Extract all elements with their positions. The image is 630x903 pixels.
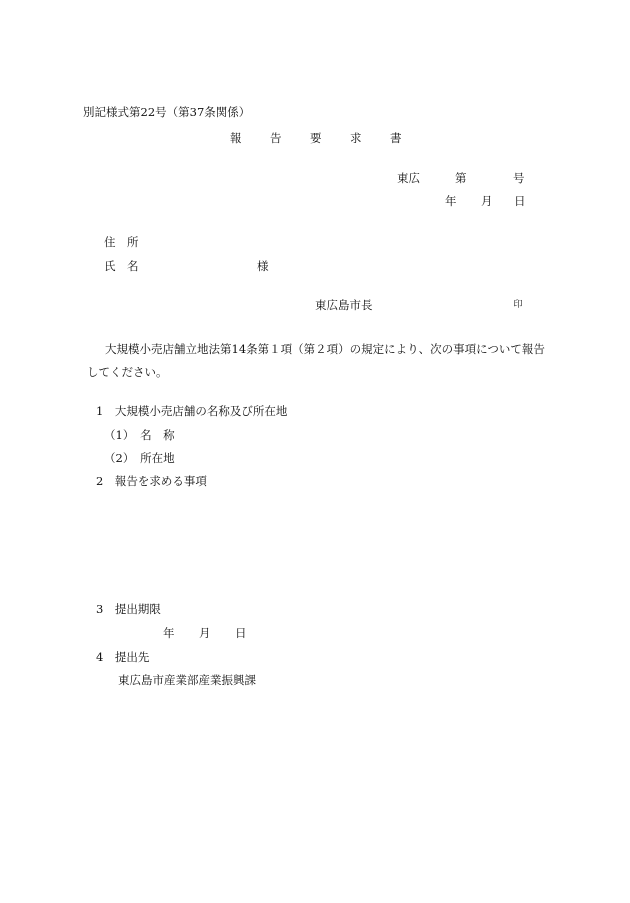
- title-char: 求: [350, 131, 362, 145]
- title-char: 告: [270, 131, 282, 145]
- title-char: 要: [310, 131, 322, 145]
- honorific: 様: [257, 259, 269, 273]
- sender-title: 東広島市長: [315, 298, 373, 312]
- seal-mark: [513, 300, 523, 310]
- item-2: 2 報告を求める事項: [96, 474, 207, 488]
- address-label: 住 所: [104, 235, 139, 249]
- deadline-year: 年: [163, 626, 175, 640]
- form-label: 別記様式第22号（第37条関係）: [83, 105, 251, 119]
- deadline-month: 月: [199, 626, 211, 640]
- issue-year: 年: [445, 194, 457, 208]
- title-char: 報: [230, 131, 242, 145]
- body-line-1: 大規模小売店舗立地法第14条第１項（第２項）の規定により、次の事項について報告: [105, 342, 545, 356]
- title-char: 書: [390, 131, 402, 145]
- issue-day: 日: [514, 194, 526, 208]
- item-1-sub-1: （1） 名 称: [104, 428, 175, 442]
- submit-to: 東広島市産業部産業振興課: [118, 673, 256, 687]
- issue-month: 月: [481, 194, 493, 208]
- item-1-sub-2: （2） 所在地: [104, 451, 175, 465]
- item-3: 3 提出期限: [96, 602, 161, 616]
- doc-number-dai: 第: [455, 171, 467, 185]
- item-1: 1 大規模小売店舗の名称及び所在地: [96, 404, 288, 418]
- name-label: 氏 名: [104, 259, 139, 273]
- seal-char: 印: [513, 300, 523, 310]
- item-4: 4 提出先: [96, 650, 150, 664]
- doc-number-prefix: 東広: [397, 171, 420, 185]
- doc-number-go: 号: [513, 171, 525, 185]
- body-line-2: してください。: [87, 365, 168, 379]
- deadline-day: 日: [235, 626, 247, 640]
